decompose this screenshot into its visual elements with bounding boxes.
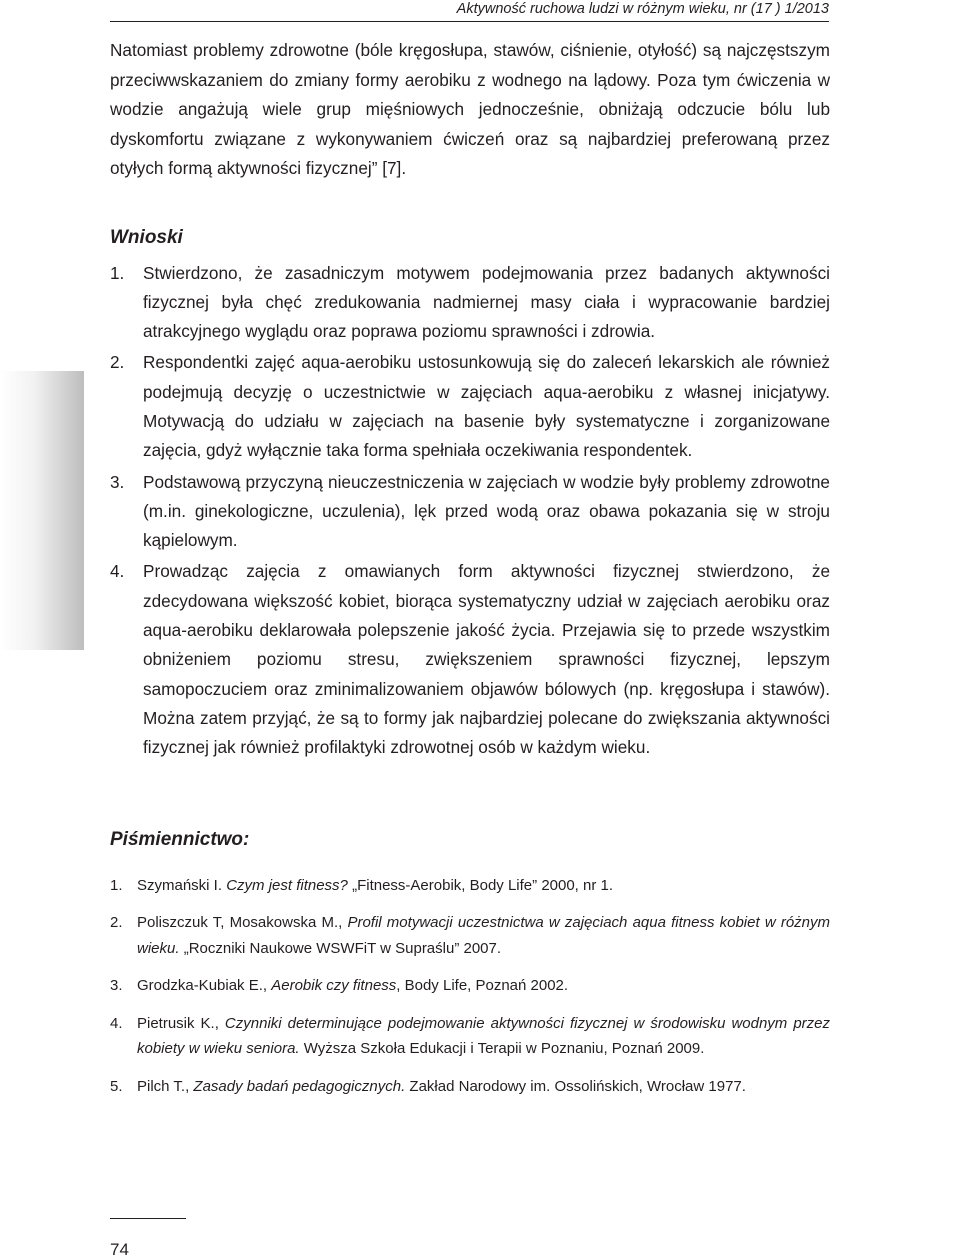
page-body: [110, 36, 830, 1111]
reference-details: , Body Life, Poznań 2002.: [396, 977, 569, 995]
reference-details: Zakład Narodowy im. Ossolińskich, Wrocław 1977.: [409, 1077, 746, 1095]
reference-authors: Grodzka-Kubiak E.,: [137, 977, 268, 995]
reference-title: Czym jest fitness?: [226, 876, 348, 894]
conclusion-text: Podstawową przyczyną nieuczestniczenia w zajęciach w wodzie były problemy zdrowotne (m.in. ginekologiczne, uczulenia), lęk przed wodą oraz obawa pokazania się w stroju kąpielowym.: [143, 471, 830, 551]
reference-number: 5.: [110, 1077, 123, 1095]
reference-title: Czynniki determinujące podejmowanie aktywności fizycznej w środowisku wodnym przez kobiety w wieku seniora.: [137, 1014, 831, 1058]
reference-details: „Fitness-Aerobik, Body Life” 2000, nr 1.: [352, 876, 614, 894]
page-number: 74: [110, 1240, 129, 1259]
reference-item: [110, 873, 830, 899]
intro-paragraph: Natomiast problemy zdrowotne (bóle kręgosłupa, stawów, ciśnienie, otyłość) są najczęstszym przeciwwskazaniem do zmiany formy aerobiku z wodnego na lądowy. Poza tym ćwiczenia w wodzie angażują wiele grup mięśniowych jednocześnie, obniżają odczucie bólu lub dyskomfortu związane z wykonywaniem ćwiczeń oraz są najbardziej preferowaną przez otyłych formą aktywności fizycznej” [7].: [110, 40, 830, 178]
conclusion-item: [110, 259, 830, 347]
conclusion-item: [110, 468, 830, 556]
references-heading: Piśmiennictwo:: [110, 828, 250, 850]
conclusion-number: 3.: [110, 471, 125, 492]
conclusion-text: Stwierdzono, że zasadniczym motywem podejmowania przez badanych aktywności fizycznej była chęć zredukowania nadmiernej masy ciała i wypracowanie bardziej atrakcyjnego wyglądu oraz poprawa poziomu sprawności i zdrowia.: [143, 262, 830, 342]
side-gradient-bar: [0, 371, 84, 650]
reference-item: [110, 1074, 830, 1100]
reference-title: Aerobik czy fitness: [271, 977, 397, 995]
conclusion-text: Prowadząc zajęcia z omawianych form aktywności fizycznej stwierdzono, że zdecydowana większość kobiet, biorąca systematyczny udział w zajęciach aerobiku oraz aqua-aerobiku deklarowała polepszenie jakość życia. Przejawia się to przede wszystkim obniżeniem poziomu stresu, zwiększeniem sprawności fizycznej, lepszym samopoczuciem oraz zminimalizowaniem objawów bólowych (np. kręgosłupa i stawów). Można zatem przyjąć, że są to formy jak najbardziej polecane do zwiększania aktywności fizycznej jak również profilaktyki zdrowotnej osób w każdym wieku.: [143, 561, 830, 758]
conclusion-text: Respondentki zajęć aqua-aerobiku ustosunkowują się do zaleceń lekarskich ale również podejmują decyzję o uczestnictwie w zajęciach aqua-aerobiku z własnej inicjatywy. Motywacją do udziału w zajęciach na basenie były systematyczne i zorganizowane zajęcia, gdyż wyłącznie taka forma spełniała oczekiwania respondentek.: [143, 352, 830, 461]
conclusion-item: [110, 348, 830, 465]
conclusion-number: 4.: [110, 561, 125, 582]
reference-details: Wyższa Szkoła Edukacji i Terapii w Poznaniu, Poznań 2009.: [303, 1040, 705, 1058]
reference-number: 4.: [110, 1014, 123, 1032]
conclusion-number: 1.: [110, 262, 125, 283]
footer-divider: [110, 1218, 186, 1219]
running-header: Aktywność ruchowa ludzi w różnym wieku, nr (17 ) 1/2013: [456, 1, 829, 17]
reference-authors: Poliszczuk T, Mosakowska M.,: [137, 914, 343, 932]
conclusions-list: [110, 259, 830, 763]
reference-authors: Pietrusik K.,: [137, 1014, 219, 1032]
conclusion-item: [110, 557, 830, 762]
reference-authors: Pilch T.,: [137, 1077, 190, 1095]
conclusions-heading: Wnioski: [110, 226, 183, 248]
reference-item: [110, 910, 830, 961]
reference-number: 3.: [110, 977, 123, 995]
reference-number: 2.: [110, 914, 123, 932]
reference-item: [110, 973, 830, 999]
reference-title: Profil motywacji uczestnictwa w zajęciach aqua fitness kobiet w różnym wieku.: [137, 914, 830, 957]
reference-authors: Szymański I.: [137, 876, 223, 894]
reference-item: [110, 1011, 830, 1062]
references-list: [110, 873, 830, 1100]
header-divider: [110, 21, 829, 22]
conclusion-number: 2.: [110, 352, 125, 373]
reference-number: 1.: [110, 876, 123, 894]
reference-details: „Roczniki Naukowe WSWFiT w Supraślu” 2007.: [183, 939, 502, 957]
reference-title: Zasady badań pedagogicznych.: [193, 1077, 406, 1095]
